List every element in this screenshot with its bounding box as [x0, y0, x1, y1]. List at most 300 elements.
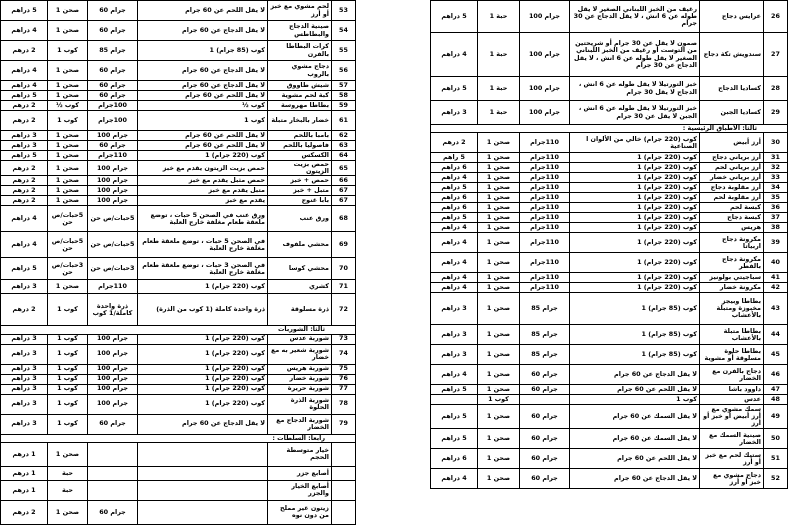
item-quantity: جرام 100	[88, 176, 138, 186]
item-name: أرز برياني لحم	[700, 163, 764, 173]
item-quantity: جرام 100	[88, 131, 138, 141]
item-unit: 3حبات/ص حن	[48, 258, 88, 280]
table-row	[1, 442, 356, 466]
item-name: شوربة الدجاج مع الخضار	[268, 414, 332, 434]
item-description: كوب (220 جرام) 1	[138, 364, 268, 374]
item-quantity: 3حبات/ص حن	[88, 258, 138, 280]
item-number: 35	[764, 193, 788, 203]
table-row	[431, 293, 788, 325]
item-name: أرز برياني خضار	[700, 173, 764, 183]
item-unit: صحن 1	[48, 280, 88, 294]
table-row	[1, 196, 356, 206]
section-title-salads: رابعا: السلطات :	[1, 434, 356, 442]
table-row	[431, 33, 788, 77]
item-number: 52	[764, 469, 788, 489]
table-row	[1, 101, 356, 111]
table-row	[1, 414, 356, 434]
item-description: كوب ½	[138, 101, 268, 111]
table-row	[431, 77, 788, 101]
item-number: 78	[332, 394, 356, 414]
item-quantity: 110جرام	[520, 173, 570, 183]
left-menu-table	[0, 0, 356, 525]
item-quantity: جرام 60	[520, 449, 570, 469]
item-unit: صحن 1	[478, 173, 520, 183]
item-name: شوربة شعير به مع خضار	[268, 344, 332, 364]
item-name: خضار بالبخار متبلة	[268, 111, 332, 131]
table-row	[1, 1, 356, 21]
item-number: 75	[332, 364, 356, 374]
table-row	[1, 344, 356, 364]
item-description: كوب (220 جرام) 1	[570, 273, 700, 283]
item-quantity: جرام 100	[88, 344, 138, 364]
item-description: لا يقل اللحم عن 60 جرام	[570, 449, 700, 469]
item-description	[138, 480, 268, 500]
table-row	[1, 186, 356, 196]
item-quantity: جرام 100	[88, 186, 138, 196]
item-quantity: جرام 85	[88, 41, 138, 61]
item-description: لا يقل اللحم عن 60 جرام	[138, 141, 268, 151]
table-row	[1, 141, 356, 151]
item-quantity: 5حبات/ص حن	[88, 206, 138, 232]
item-description: حمص مثبل يقدم مع خبز	[138, 176, 268, 186]
item-number: 79	[332, 414, 356, 434]
item-number: 27	[764, 33, 788, 77]
item-price: 5 دراهم	[431, 1, 478, 33]
item-name: بامبا باللحم	[268, 131, 332, 141]
table-row	[1, 466, 356, 480]
item-name: لحم مشوي مع خبز أو أرز	[268, 1, 332, 21]
item-name: ستيك لحم مع خبز أو أرز	[700, 449, 764, 469]
item-description: خبز التورتيلا لا يقل طوله عن 6 انش ، الجبن لا يقل عن 30 جرام	[570, 101, 700, 125]
item-description: رغيف من الخبز اللبناني الصغير لا يقل طوله عن 6 انش ، لا يقل الدجاج عن 30 جرام	[570, 1, 700, 33]
item-quantity: جرام 60	[88, 91, 138, 101]
item-name: مكرونة دجاج بالفطر	[700, 253, 764, 273]
item-price: 4 دراهم	[431, 283, 478, 293]
item-number: 49	[764, 405, 788, 429]
item-price: 4 دراهم	[1, 206, 48, 232]
item-price: 5 دراهم	[431, 213, 478, 223]
item-quantity: جرام 100	[88, 374, 138, 384]
item-quantity: 110جرام	[88, 151, 138, 161]
item-name: عدس	[700, 395, 764, 405]
item-number: 72	[332, 294, 356, 326]
table-row	[1, 480, 356, 500]
item-unit: حبة	[48, 480, 88, 500]
item-name: سندويش تكة دجاج	[700, 33, 764, 77]
item-description: كوب (220 جرام) 1	[138, 374, 268, 384]
item-price: 1 درهم	[1, 466, 48, 480]
item-description: كوب (220 جرام) 1	[570, 253, 700, 273]
item-description: كوب (220 جرام) 1	[138, 280, 268, 294]
item-unit: حبة 1	[478, 1, 520, 33]
item-unit: صحن 1	[48, 161, 88, 176]
item-price: 2 درهم	[1, 41, 48, 61]
item-price: 1 درهم	[1, 442, 48, 466]
item-number: 48	[764, 395, 788, 405]
item-unit: صحن 1	[48, 21, 88, 41]
table-row	[1, 294, 356, 326]
item-quantity: جرام 100	[88, 334, 138, 344]
item-number: 66	[332, 176, 356, 186]
item-description: متبل يقدم مع خبز	[138, 186, 268, 196]
table-row	[1, 280, 356, 294]
item-description: لا يقل السمك عن 60 جرام	[570, 429, 700, 449]
item-quantity: جرام 100	[88, 364, 138, 374]
item-unit: صحن 1	[478, 405, 520, 429]
item-number: 73	[332, 334, 356, 344]
item-quantity: جرام 60	[520, 365, 570, 385]
table-row	[1, 334, 356, 344]
item-price: 3 دراهم	[1, 141, 48, 151]
table-row	[431, 429, 788, 449]
item-quantity: 110جرام	[520, 213, 570, 223]
item-quantity: 110جرام	[520, 283, 570, 293]
item-name: مكرونة خضار	[700, 283, 764, 293]
item-quantity	[520, 395, 570, 405]
item-name: سباجيتي بولونيز	[700, 273, 764, 283]
item-description: كوب (220 جرام) 1	[138, 151, 268, 161]
item-quantity: ذرة واحدة كاملة/1 كوب	[88, 294, 138, 326]
item-name: دجاج مشوي مع خبز أو أرز	[700, 469, 764, 489]
item-description	[138, 500, 268, 524]
item-quantity: جرام 100	[88, 394, 138, 414]
item-name: كبسة دجاج	[700, 213, 764, 223]
table-row	[1, 111, 356, 131]
item-unit: كوب 1	[48, 344, 88, 364]
item-price: 3 دراهم	[1, 280, 48, 294]
item-quantity: 110جرام	[520, 163, 570, 173]
item-number: 26	[764, 1, 788, 33]
item-price: 5 دراهم	[431, 183, 478, 193]
item-description: لا يقل الدجاج عن 60 جرام	[138, 61, 268, 81]
item-price: 3 دراهم	[1, 374, 48, 384]
item-price: 4 دراهم	[431, 173, 478, 183]
item-price: 4 دراهم	[431, 253, 478, 273]
table-row	[431, 163, 788, 173]
item-quantity: 110جرام	[520, 253, 570, 273]
item-number: 28	[764, 77, 788, 101]
item-unit: صحن 1	[48, 176, 88, 186]
item-quantity: جرام 60	[88, 81, 138, 91]
item-quantity: 100جرام	[88, 111, 138, 131]
item-quantity: 110جرام	[520, 273, 570, 283]
item-description: كوب (220 جرام) 1	[570, 223, 700, 233]
item-unit: صحن 1	[478, 365, 520, 385]
item-number: 43	[764, 293, 788, 325]
item-quantity: جرام 60	[520, 429, 570, 449]
item-unit: كوب 1	[48, 364, 88, 374]
item-price: 3 دراهم	[1, 414, 48, 434]
item-name: أرز أبيض	[700, 133, 764, 153]
item-name: ورق عنب	[268, 206, 332, 232]
item-name: بطاطا وبيجز مخبوزة ومتبلة بالأعشاب	[700, 293, 764, 325]
table-row	[431, 449, 788, 469]
table-row	[431, 283, 788, 293]
item-description: ذرة واحدة كاملة (1 كوب من الذرة)	[138, 294, 268, 326]
item-description	[138, 442, 268, 466]
item-price: 2 درهم	[1, 111, 48, 131]
item-number: 36	[764, 203, 788, 213]
item-name: دجاج مشوي بالروب	[268, 61, 332, 81]
item-number: 69	[332, 232, 356, 258]
item-number	[332, 480, 356, 500]
item-unit: صحن 1	[48, 196, 88, 206]
item-unit: صحن 1	[48, 186, 88, 196]
table-row	[1, 151, 356, 161]
item-name: عرايس دجاج	[700, 1, 764, 33]
table-row	[431, 253, 788, 273]
item-quantity: جرام 60	[88, 500, 138, 524]
item-quantity: جرام 85	[520, 293, 570, 325]
item-number	[332, 500, 356, 524]
item-name: شوربة الذرة الحلوة	[268, 394, 332, 414]
item-unit: صحن 1	[478, 345, 520, 365]
item-name: دجاج بالفرن مع الخضار	[700, 365, 764, 385]
table-row	[431, 405, 788, 429]
item-price: 6 دراهم	[431, 193, 478, 203]
item-name: شوربة خضار	[268, 374, 332, 384]
item-number: 74	[332, 344, 356, 364]
item-price: 3 دراهم	[1, 334, 48, 344]
item-unit: كوب ½	[48, 101, 88, 111]
item-price: 3 دراهم	[1, 364, 48, 374]
item-unit: صحن 1	[478, 293, 520, 325]
section-row	[1, 434, 356, 442]
item-quantity: جرام 85	[520, 345, 570, 365]
item-number: 64	[332, 151, 356, 161]
item-quantity: جرام 60	[88, 414, 138, 434]
item-name: أرز مقلوبة لحم	[700, 193, 764, 203]
table-row	[431, 365, 788, 385]
table-row	[431, 183, 788, 193]
item-price: 5 دراهم	[1, 91, 48, 101]
section-title-main-dishes: ثالثا: الأطباق الرئيسية :	[431, 125, 788, 133]
item-description: لا يقل اللحم عن 60 جرام	[138, 1, 268, 21]
item-quantity: 110جرام	[520, 223, 570, 233]
item-unit: كوب 1	[478, 395, 520, 405]
table-row	[1, 131, 356, 141]
item-unit: 5حبات/ص حن	[48, 232, 88, 258]
item-name: فاصوليا باللحم	[268, 141, 332, 151]
item-quantity: جرام 100	[88, 384, 138, 394]
table-row	[1, 384, 356, 394]
item-description: كوب (85 جرام) 1	[138, 41, 268, 61]
item-price: 2 درهم	[1, 196, 48, 206]
item-number: 53	[332, 1, 356, 21]
item-name: داوود باشا	[700, 385, 764, 395]
item-unit: كوب 1	[48, 41, 88, 61]
item-quantity: جرام 100	[520, 77, 570, 101]
item-unit: صحن 1	[478, 233, 520, 253]
item-name: بطاطا حلوة مسلوقة أو مشوية	[700, 345, 764, 365]
item-price: 4 دراهم	[1, 81, 48, 91]
item-description: ورق عنب في الصحن 5 حبات ، توضع ملعقة طعام مغلفة خارج العلبة	[138, 206, 268, 232]
item-number: 63	[332, 141, 356, 151]
item-price: 6 دراهم	[431, 449, 478, 469]
item-price: 4 دراهم	[1, 21, 48, 41]
item-quantity: جرام 60	[520, 405, 570, 429]
item-description: في الصحن 3 حبات ، توضع ملعقة طعام مغلفة خارج العلبة	[138, 258, 268, 280]
item-name: صينية السمك مع الخضار	[700, 429, 764, 449]
item-number: 55	[332, 41, 356, 61]
item-unit: صحن 1	[48, 151, 88, 161]
item-unit: كوب 1	[48, 111, 88, 131]
item-price	[431, 395, 478, 405]
item-number: 67	[332, 186, 356, 196]
item-quantity: جرام 100	[88, 196, 138, 206]
item-price: 4 دراهم	[431, 469, 478, 489]
item-quantity: جرام 100	[520, 1, 570, 33]
item-unit: 5حبات/ص حن	[48, 206, 88, 232]
item-name: بطاطا متبلة بالأعشاب	[700, 325, 764, 345]
item-quantity: 100جرام	[88, 101, 138, 111]
item-unit: صحن 1	[478, 193, 520, 203]
item-number: 65	[332, 161, 356, 176]
item-unit: كوب 1	[48, 334, 88, 344]
item-unit: صحن 1	[478, 325, 520, 345]
item-name: صينية الدجاج والبطاطس	[268, 21, 332, 41]
item-price: 6 دراهم	[431, 163, 478, 173]
table-row	[431, 273, 788, 283]
table-row	[1, 61, 356, 81]
item-name: أرز برياني دجاج	[700, 153, 764, 163]
table-row	[431, 101, 788, 125]
item-number: 57	[332, 81, 356, 91]
item-unit: صحن 1	[48, 500, 88, 524]
item-description: خبز التورتيلا لا يقل طوله عن 6 انش ، الدجاج لا يقل 30 جرام	[570, 77, 700, 101]
item-price: 4 دراهم	[431, 273, 478, 283]
item-unit: حبة 1	[478, 77, 520, 101]
item-name: شوربة عدس	[268, 334, 332, 344]
item-number: 62	[332, 131, 356, 141]
table-row	[431, 193, 788, 203]
item-name: شوربة حريرة	[268, 384, 332, 394]
item-price: 5 راهم	[431, 153, 478, 163]
item-description: لا يقل الدجاج عن 60 جرام	[138, 81, 268, 91]
item-number: 38	[764, 223, 788, 233]
item-unit: حبة 1	[478, 101, 520, 125]
item-unit: صحن 1	[48, 1, 88, 21]
item-unit: صحن 1	[478, 283, 520, 293]
item-number: 67	[332, 196, 356, 206]
item-number: 77	[332, 384, 356, 394]
item-description: كوب (220 جرام) 1	[138, 334, 268, 344]
item-name: كساديا الجبن	[700, 101, 764, 125]
item-number: 42	[764, 283, 788, 293]
item-name: حمص + خبز	[268, 176, 332, 186]
item-unit: صحن 1	[478, 273, 520, 283]
item-price: 5 دراهم	[1, 1, 48, 21]
item-name: الكسكس	[268, 151, 332, 161]
item-description: كوب (85 جرام) 1	[570, 293, 700, 325]
item-description: صمون لا يقل عن 30 جرام أو شريحتين من التوست أو رغيف من الخبز اللبناني الصغير لا يقل طوله عن 6 انش ، لا يقل الدجاج عن 30 جرام	[570, 33, 700, 77]
table-row	[1, 394, 356, 414]
item-number	[332, 466, 356, 480]
item-unit: حبة 1	[478, 33, 520, 77]
item-description: لا يقل الدجاج عن 60 جرام	[570, 365, 700, 385]
item-description: كوب (220 جرام) 1	[570, 203, 700, 213]
item-name: أصابع جزر	[268, 466, 332, 480]
item-unit: صحن 1	[478, 429, 520, 449]
item-quantity: جرام 60	[88, 141, 138, 151]
item-price: 6 دراهم	[431, 203, 478, 213]
item-description: لا يقل اللحم عن 60 جرام	[138, 131, 268, 141]
item-number: 31	[764, 153, 788, 163]
item-quantity: 110جرام	[520, 193, 570, 203]
item-unit: صحن 1	[48, 442, 88, 466]
item-description: كوب (220 جرام) 1	[570, 183, 700, 193]
item-description: لا يقل الدجاج عن 60 جرام	[138, 414, 268, 434]
item-description: لا يقل الدجاج عن 60 جرام	[138, 21, 268, 41]
table-row	[1, 161, 356, 176]
item-price: 4 دراهم	[1, 61, 48, 81]
item-price: 5 دراهم	[431, 385, 478, 395]
table-row	[1, 500, 356, 524]
table-row	[431, 325, 788, 345]
table-row	[1, 91, 356, 101]
item-description: كوب (220 جرام) 1	[138, 394, 268, 414]
item-price: 5 دراهم	[1, 258, 48, 280]
item-quantity: جرام 60	[88, 21, 138, 41]
item-unit: صحن 1	[478, 253, 520, 273]
section-row	[431, 125, 788, 133]
table-row	[431, 233, 788, 253]
item-description: كوب (85 جرام) 1	[570, 345, 700, 365]
item-number: 51	[764, 449, 788, 469]
item-description: لا يقل الدجاج عن 60 جرام	[570, 469, 700, 489]
table-row	[431, 345, 788, 365]
item-quantity	[88, 466, 138, 480]
item-number: 47	[764, 385, 788, 395]
item-price: 1 درهم	[1, 480, 48, 500]
item-number: 33	[764, 173, 788, 183]
item-number: 30	[764, 133, 788, 153]
item-description: كوب (220 جرام) 1	[138, 344, 268, 364]
item-name: زيتون غير مملح من دون نوه	[268, 500, 332, 524]
item-name: محشي ملفوف	[268, 232, 332, 258]
table-row	[1, 206, 356, 232]
item-unit: صحن 1	[478, 213, 520, 223]
item-name: مكرونة دجاج اربياتا	[700, 233, 764, 253]
item-description: كوب 1	[570, 395, 700, 405]
item-unit: صحن 1	[478, 203, 520, 213]
item-price: 4 دراهم	[431, 233, 478, 253]
item-description: لا يقل السمك عن 60 جرام	[570, 405, 700, 429]
item-number: 76	[332, 374, 356, 384]
item-unit: صحن 1	[478, 163, 520, 173]
item-number: 50	[764, 429, 788, 449]
section-row	[1, 326, 356, 334]
item-price: 3 دراهم	[431, 325, 478, 345]
item-name: بطاطا مهروسة	[268, 101, 332, 111]
item-description: يقدم مع خبز	[138, 196, 268, 206]
item-quantity: 110جرام	[88, 280, 138, 294]
item-unit: صحن 1	[478, 223, 520, 233]
item-description: كوب (220 جرام) 1	[570, 283, 700, 293]
item-description	[138, 466, 268, 480]
item-price: 5 دراهم	[431, 429, 478, 449]
item-price: 2 درهم	[1, 101, 48, 111]
item-name: كبسة لحم	[700, 203, 764, 213]
item-price: 3 دراهم	[431, 345, 478, 365]
item-description: كوب (220 جرام) 1	[138, 384, 268, 394]
item-name: أصابع الخيار والجزر	[268, 480, 332, 500]
table-row	[431, 153, 788, 163]
item-description: في الصحن 5 حبات ، توضع ملعقة طعام مغلفة خارج العلبة	[138, 232, 268, 258]
item-quantity: جرام 60	[88, 61, 138, 81]
item-unit: صحن 1	[478, 183, 520, 193]
item-description: كوب 1	[138, 111, 268, 131]
